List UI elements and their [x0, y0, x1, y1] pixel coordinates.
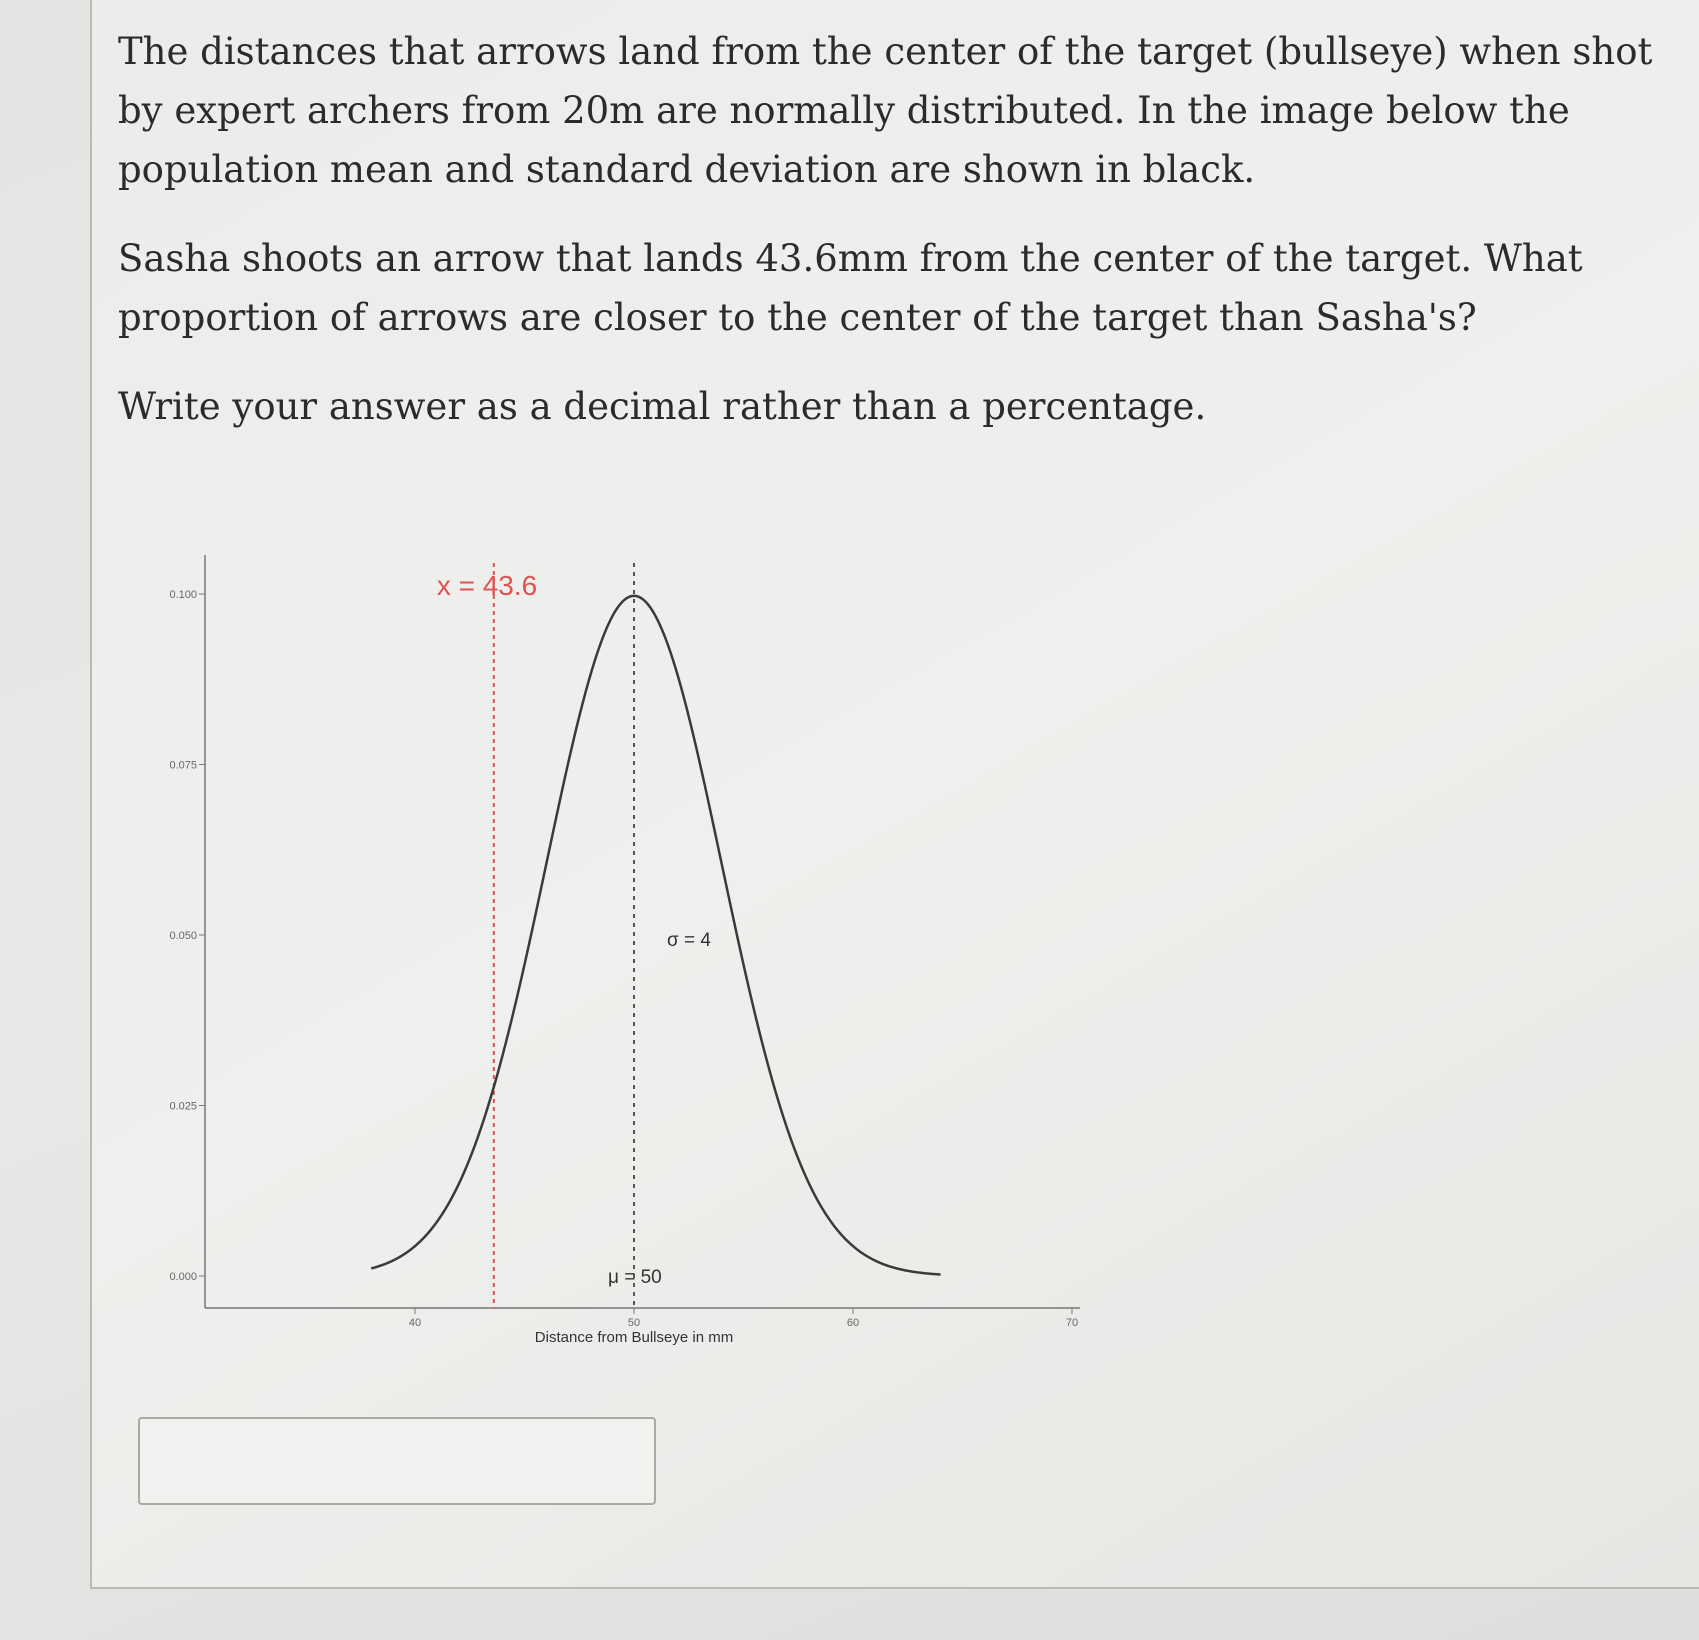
- y-tick-label: 0.100: [169, 589, 197, 601]
- marker-label: x = 43.6: [436, 570, 538, 601]
- question-text: [118, 22, 1658, 466]
- normal-curve: [371, 596, 940, 1275]
- sd-label: σ = 4: [667, 930, 711, 951]
- x-tick-label: 50: [627, 1317, 641, 1329]
- mean-label: μ = 50: [608, 1267, 662, 1288]
- y-tick-label: 0.025: [169, 1100, 197, 1113]
- y-tick-label: 0.000: [169, 1271, 197, 1283]
- x-axis-label: Distance from Bullseye in mm: [534, 1329, 734, 1346]
- question-paragraph-1: The distances that arrows land from the center of the target (bullseye) when shot by expert archers from 20m are normally distributed. In the image below the population mean and standard deviation are shown in black.: [118, 30, 1653, 191]
- normal-distribution-chart: [120, 545, 1120, 1365]
- x-tick-label: 40: [408, 1317, 422, 1329]
- y-tick-label: 0.050: [169, 930, 197, 942]
- question-paragraph-3: Write your answer as a decimal rather than a percentage.: [118, 385, 1207, 428]
- x-tick-label: 70: [1065, 1317, 1079, 1329]
- question-paragraph-2: Sasha shoots an arrow that lands 43.6mm from the center of the target. What proportion of arrows are closer to the center of the target than Sasha's?: [118, 237, 1583, 339]
- x-tick-label: 60: [846, 1317, 860, 1329]
- answer-input[interactable]: [138, 1417, 656, 1505]
- y-tick-label: 0.075: [169, 759, 197, 772]
